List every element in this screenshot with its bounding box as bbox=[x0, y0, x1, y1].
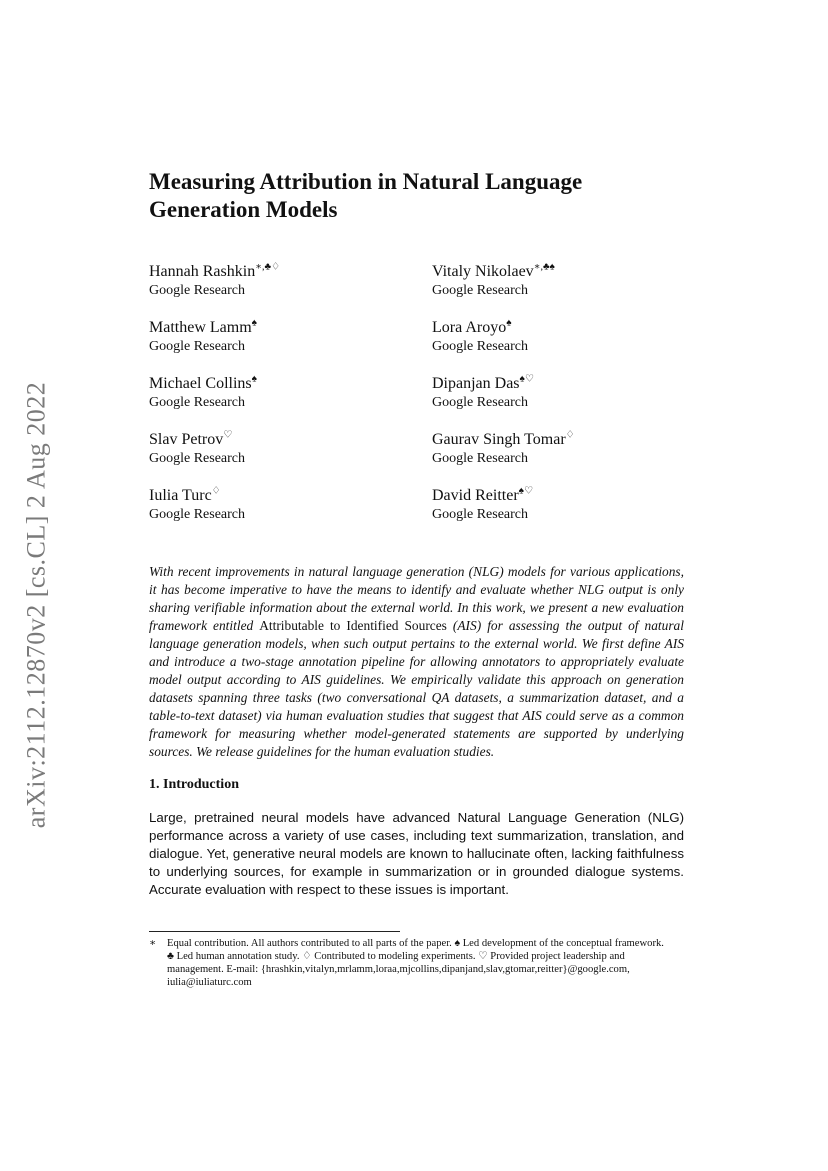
abstract bbox=[149, 563, 684, 761]
author-affiliation: Google Research bbox=[432, 507, 529, 522]
author-name: Vitaly Nikolaev bbox=[432, 263, 534, 280]
author-name: Slav Petrov bbox=[149, 431, 224, 448]
author-marks: ♠♡ bbox=[519, 373, 534, 385]
author-block bbox=[432, 486, 692, 524]
footnote-rule bbox=[149, 931, 400, 932]
author-name: Hannah Rashkin bbox=[149, 263, 256, 280]
section-heading-introduction: 1. Introduction bbox=[149, 777, 239, 792]
abstract-text-part-1: With recent improvements in natural language generation (NLG) models for various applications, it has become imperative to have the means to identify and evaluate whether NLG output is only sharing verifiable information about the external world. In this work, we present a new evaluation framework entitled bbox=[149, 564, 684, 633]
author-name: David Reitter bbox=[432, 487, 519, 504]
author-name: Dipanjan Das bbox=[432, 375, 520, 392]
author-affiliation: Google Research bbox=[149, 395, 246, 410]
author-block bbox=[432, 318, 692, 356]
title-line-2: Generation Models bbox=[149, 197, 338, 222]
author-marks: ♠ bbox=[251, 373, 257, 385]
author-block bbox=[432, 374, 692, 412]
author-marks: ♢ bbox=[565, 429, 575, 441]
author-marks: ∗,♣♠ bbox=[533, 261, 555, 273]
author-name: Gaurav Singh Tomar bbox=[432, 431, 566, 448]
author-name: Michael Collins bbox=[149, 375, 252, 392]
author-affiliation: Google Research bbox=[149, 451, 246, 466]
author-marks: ♠♡ bbox=[518, 485, 533, 497]
author-block bbox=[149, 486, 409, 524]
paper-title bbox=[149, 168, 689, 224]
title-line-1: Measuring Attribution in Natural Language bbox=[149, 169, 583, 194]
author-block bbox=[149, 318, 409, 356]
author-block bbox=[432, 430, 692, 468]
author-block bbox=[432, 262, 692, 300]
footnote-text: Equal contribution. All authors contributed to all parts of the paper. ♠ Led development of the conceptual framework. ♣ Led human annotation study. ♢ Contributed to modeling experiments. ♡ Provided project leadership and management. E-mail: {hrashkin,vitalyn,mrlamm,loraa,mjcollins,dipanjand,slav,gtomar,reitter}@google.com, iulia@iuliaturc.com bbox=[167, 938, 664, 988]
author-name: Matthew Lamm bbox=[149, 319, 252, 336]
author-name: Iulia Turc bbox=[149, 487, 212, 504]
abstract-text-part-2: (AIS) for assessing the output of natural language generation models, when such output pertains to the external world. We first define AIS and introduce a two-stage annotation pipeline for allowing annotators to appropriately evaluate model output according to AIS guidelines. We empirically validate this approach on generation datasets spanning three tasks (two conversational QA datasets, a summarization dataset, and a table-to-text dataset) via human evaluation studies that suggest that AIS could serve as a common framework for measuring whether model-generated statements are supported by underlying sources. We release guidelines for the human evaluation studies. bbox=[149, 618, 684, 759]
author-marks: ♠ bbox=[506, 317, 512, 329]
author-name: Lora Aroyo bbox=[432, 319, 507, 336]
author-marks: ∗,♣♢ bbox=[255, 261, 281, 273]
arxiv-identifier-stamp bbox=[18, 365, 54, 845]
author-affiliation: Google Research bbox=[432, 395, 529, 410]
author-block bbox=[149, 262, 409, 300]
author-affiliation: Google Research bbox=[149, 283, 246, 298]
author-marks: ♡ bbox=[223, 429, 233, 441]
author-block bbox=[149, 374, 409, 412]
author-affiliation: Google Research bbox=[432, 283, 529, 298]
author-affiliation: Google Research bbox=[432, 339, 529, 354]
footnote bbox=[149, 937, 669, 989]
author-affiliation: Google Research bbox=[149, 339, 246, 354]
arxiv-stamp-text: arXiv:2112.12870v2 [cs.CL] 2 Aug 2022 bbox=[21, 381, 50, 829]
author-affiliation: Google Research bbox=[432, 451, 529, 466]
abstract-framework-name: Attributable to Identified Sources bbox=[259, 618, 447, 633]
author-marks: ♢ bbox=[211, 485, 221, 497]
introduction-paragraph: Large, pretrained neural models have advanced Natural Language Generation (NLG) performance across a variety of use cases, including text summarization, translation, and dialogue. Yet, generative neural models are known to hallucinate often, lacking faithfulness to underlying sources, for example in summarization or in grounded dialogue systems. Accurate evaluation with respect to these issues is important. bbox=[149, 810, 684, 897]
author-block bbox=[149, 430, 409, 468]
author-marks: ♠ bbox=[251, 317, 257, 329]
author-affiliation: Google Research bbox=[149, 507, 246, 522]
footnote-marker: ∗ bbox=[149, 938, 157, 949]
